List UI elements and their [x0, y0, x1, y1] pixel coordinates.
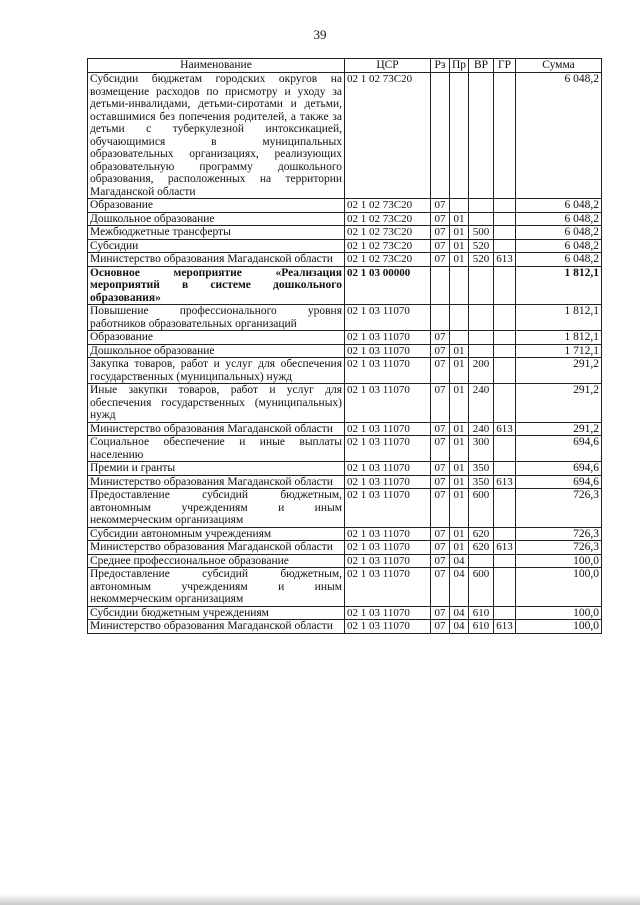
row-pr-cell: 01	[450, 541, 469, 555]
table-row	[88, 554, 602, 568]
row-name-cell: Субсидии автономным учреждениям	[88, 527, 345, 541]
row-rz-cell: 07	[431, 331, 450, 345]
row-name-cell: Образование	[88, 331, 345, 345]
row-gr-cell	[494, 384, 516, 423]
row-csr-cell: 02 1 03 11070	[345, 436, 431, 462]
row-vr-cell: 620	[469, 527, 494, 541]
table-row	[88, 527, 602, 541]
header-csr: ЦСР	[345, 59, 431, 73]
row-csr-cell: 02 1 03 11070	[345, 422, 431, 436]
row-sum-cell: 6 048,2	[516, 226, 602, 240]
row-pr-cell	[450, 266, 469, 305]
table-row	[88, 489, 602, 528]
row-vr-cell	[469, 73, 494, 199]
row-name-cell: Премии и гранты	[88, 462, 345, 476]
row-vr-cell: 610	[469, 606, 494, 620]
row-pr-cell: 01	[450, 527, 469, 541]
row-csr-cell: 02 1 03 11070	[345, 620, 431, 634]
row-sum-cell: 726,3	[516, 489, 602, 528]
row-name-cell: Социальное обеспечение и иные выплаты населению	[88, 436, 345, 462]
table-row	[88, 462, 602, 476]
row-sum-cell: 100,0	[516, 606, 602, 620]
row-rz-cell	[431, 305, 450, 331]
row-csr-cell: 02 1 03 11070	[345, 462, 431, 476]
table-row	[88, 73, 602, 199]
row-vr-cell	[469, 305, 494, 331]
row-rz-cell: 07	[431, 554, 450, 568]
header-name: Наименование	[88, 59, 345, 73]
table-row	[88, 384, 602, 423]
row-sum-cell: 6 048,2	[516, 199, 602, 213]
row-name-cell: Министерство образования Магаданской области	[88, 541, 345, 555]
row-sum-cell: 100,0	[516, 620, 602, 634]
row-csr-cell: 02 1 03 11070	[345, 541, 431, 555]
row-name-cell: Министерство образования Магаданской области	[88, 253, 345, 267]
table-row	[88, 226, 602, 240]
row-rz-cell: 07	[431, 527, 450, 541]
row-vr-cell: 520	[469, 253, 494, 267]
row-rz-cell: 07	[431, 422, 450, 436]
row-csr-cell: 02 1 03 11070	[345, 384, 431, 423]
row-name-cell: Дошкольное образование	[88, 212, 345, 226]
row-pr-cell: 01	[450, 344, 469, 358]
row-vr-cell	[469, 331, 494, 345]
table-row	[88, 568, 602, 607]
row-rz-cell: 07	[431, 620, 450, 634]
row-sum-cell: 291,2	[516, 358, 602, 384]
row-pr-cell: 01	[450, 253, 469, 267]
row-sum-cell: 726,3	[516, 527, 602, 541]
table-row	[88, 344, 602, 358]
row-rz-cell: 07	[431, 462, 450, 476]
row-rz-cell: 07	[431, 253, 450, 267]
row-pr-cell: 01	[450, 358, 469, 384]
table-row	[88, 253, 602, 267]
row-vr-cell	[469, 212, 494, 226]
table-row	[88, 620, 602, 634]
row-vr-cell	[469, 344, 494, 358]
row-sum-cell: 6 048,2	[516, 253, 602, 267]
row-pr-cell	[450, 199, 469, 213]
row-csr-cell: 02 1 03 11070	[345, 305, 431, 331]
row-gr-cell: 613	[494, 475, 516, 489]
row-csr-cell: 02 1 03 11070	[345, 331, 431, 345]
table-row	[88, 541, 602, 555]
row-rz-cell: 07	[431, 344, 450, 358]
row-csr-cell: 02 1 03 11070	[345, 527, 431, 541]
row-name-cell: Субсидии бюджетным учреждениям	[88, 606, 345, 620]
row-sum-cell: 100,0	[516, 568, 602, 607]
row-gr-cell	[494, 266, 516, 305]
row-csr-cell: 02 1 02 73С20	[345, 212, 431, 226]
row-vr-cell: 520	[469, 239, 494, 253]
row-rz-cell: 07	[431, 384, 450, 423]
row-vr-cell: 600	[469, 489, 494, 528]
row-vr-cell: 240	[469, 422, 494, 436]
row-name-cell: Предоставление субсидий бюджетным, автономным учреждениям и иным некоммерческим организациям	[88, 568, 345, 607]
row-name-cell: Министерство образования Магаданской области	[88, 422, 345, 436]
page-number: 39	[313, 27, 327, 42]
row-gr-cell: 613	[494, 422, 516, 436]
row-csr-cell: 02 1 03 11070	[345, 344, 431, 358]
row-vr-cell: 610	[469, 620, 494, 634]
row-gr-cell	[494, 305, 516, 331]
row-pr-cell	[450, 305, 469, 331]
table-row	[88, 199, 602, 213]
row-rz-cell: 07	[431, 475, 450, 489]
row-csr-cell: 02 1 02 73С20	[345, 253, 431, 267]
row-sum-cell: 1 712,1	[516, 344, 602, 358]
row-vr-cell: 500	[469, 226, 494, 240]
row-gr-cell	[494, 436, 516, 462]
table-row	[88, 606, 602, 620]
table-row	[88, 475, 602, 489]
row-rz-cell	[431, 73, 450, 199]
row-pr-cell: 01	[450, 384, 469, 423]
row-sum-cell: 1 812,1	[516, 331, 602, 345]
row-sum-cell: 6 048,2	[516, 239, 602, 253]
row-rz-cell: 07	[431, 568, 450, 607]
row-name-cell: Министерство образования Магаданской области	[88, 620, 345, 634]
row-sum-cell: 6 048,2	[516, 73, 602, 199]
row-rz-cell: 07	[431, 606, 450, 620]
row-pr-cell: 01	[450, 436, 469, 462]
row-vr-cell: 300	[469, 436, 494, 462]
row-sum-cell: 1 812,1	[516, 305, 602, 331]
row-rz-cell: 07	[431, 226, 450, 240]
row-vr-cell: 350	[469, 475, 494, 489]
row-gr-cell	[494, 73, 516, 199]
row-rz-cell	[431, 266, 450, 305]
header-sum: Сумма	[516, 59, 602, 73]
row-csr-cell: 02 1 03 11070	[345, 568, 431, 607]
row-csr-cell: 02 1 03 11070	[345, 358, 431, 384]
row-gr-cell	[494, 331, 516, 345]
row-name-cell: Межбюджетные трансферты	[88, 226, 345, 240]
row-gr-cell	[494, 462, 516, 476]
row-sum-cell: 6 048,2	[516, 212, 602, 226]
row-gr-cell: 613	[494, 253, 516, 267]
row-pr-cell: 04	[450, 620, 469, 634]
table-row	[88, 212, 602, 226]
row-gr-cell	[494, 554, 516, 568]
row-csr-cell: 02 1 02 73С20	[345, 73, 431, 199]
row-gr-cell	[494, 212, 516, 226]
header-pr: Пр	[450, 59, 469, 73]
row-csr-cell: 02 1 03 11070	[345, 489, 431, 528]
row-rz-cell: 07	[431, 212, 450, 226]
row-name-cell: Субсидии	[88, 239, 345, 253]
row-sum-cell: 694,6	[516, 436, 602, 462]
page-bottom-edge	[0, 894, 640, 905]
row-rz-cell: 07	[431, 541, 450, 555]
row-gr-cell	[494, 568, 516, 607]
table-row	[88, 358, 602, 384]
table-row	[88, 239, 602, 253]
table-row	[88, 422, 602, 436]
row-name-cell: Среднее профессиональное образование	[88, 554, 345, 568]
row-gr-cell	[494, 358, 516, 384]
header-rz: Рз	[431, 59, 450, 73]
row-csr-cell: 02 1 03 11070	[345, 606, 431, 620]
row-vr-cell	[469, 266, 494, 305]
row-csr-cell: 02 1 03 11070	[345, 554, 431, 568]
row-sum-cell: 291,2	[516, 384, 602, 423]
row-rz-cell: 07	[431, 199, 450, 213]
row-name-cell: Основное мероприятие «Реализация мероприятий в системе дошкольного образования»	[88, 266, 345, 305]
row-sum-cell: 291,2	[516, 422, 602, 436]
row-gr-cell	[494, 489, 516, 528]
row-pr-cell: 01	[450, 212, 469, 226]
row-pr-cell: 04	[450, 568, 469, 607]
row-rz-cell: 07	[431, 489, 450, 528]
row-rz-cell: 07	[431, 239, 450, 253]
row-pr-cell: 01	[450, 226, 469, 240]
row-gr-cell	[494, 199, 516, 213]
row-gr-cell	[494, 226, 516, 240]
row-rz-cell: 07	[431, 436, 450, 462]
row-pr-cell	[450, 73, 469, 199]
row-csr-cell: 02 1 03 11070	[345, 475, 431, 489]
row-gr-cell: 613	[494, 620, 516, 634]
row-name-cell: Дошкольное образование	[88, 344, 345, 358]
row-gr-cell: 613	[494, 541, 516, 555]
table-row	[88, 331, 602, 345]
row-name-cell: Предоставление субсидий бюджетным, автономным учреждениям и иным некоммерческим организациям	[88, 489, 345, 528]
row-name-cell: Министерство образования Магаданской области	[88, 475, 345, 489]
table-row	[88, 266, 602, 305]
row-csr-cell: 02 1 03 00000	[345, 266, 431, 305]
row-pr-cell: 04	[450, 554, 469, 568]
row-vr-cell: 620	[469, 541, 494, 555]
budget-table	[87, 58, 602, 634]
table-header-row	[88, 59, 602, 73]
row-gr-cell	[494, 606, 516, 620]
row-sum-cell: 694,6	[516, 475, 602, 489]
row-csr-cell: 02 1 02 73С20	[345, 226, 431, 240]
table-row	[88, 305, 602, 331]
header-gr: ГР	[494, 59, 516, 73]
row-rz-cell: 07	[431, 358, 450, 384]
row-vr-cell: 200	[469, 358, 494, 384]
row-name-cell: Образование	[88, 199, 345, 213]
row-sum-cell: 1 812,1	[516, 266, 602, 305]
row-pr-cell: 01	[450, 239, 469, 253]
row-pr-cell: 04	[450, 606, 469, 620]
row-gr-cell	[494, 239, 516, 253]
row-pr-cell: 01	[450, 489, 469, 528]
row-vr-cell: 600	[469, 568, 494, 607]
table-row	[88, 436, 602, 462]
row-vr-cell: 240	[469, 384, 494, 423]
row-name-cell: Закупка товаров, работ и услуг для обеспечения государственных (муниципальных) нужд	[88, 358, 345, 384]
row-sum-cell: 726,3	[516, 541, 602, 555]
header-vr: ВР	[469, 59, 494, 73]
row-vr-cell: 350	[469, 462, 494, 476]
row-pr-cell: 01	[450, 475, 469, 489]
row-vr-cell	[469, 199, 494, 213]
row-pr-cell: 01	[450, 422, 469, 436]
row-sum-cell: 694,6	[516, 462, 602, 476]
row-csr-cell: 02 1 02 73С20	[345, 199, 431, 213]
row-name-cell: Иные закупки товаров, работ и услуг для обеспечения государственных (муниципальных) нужд	[88, 384, 345, 423]
row-gr-cell	[494, 344, 516, 358]
row-pr-cell: 01	[450, 462, 469, 476]
row-csr-cell: 02 1 02 73С20	[345, 239, 431, 253]
row-vr-cell	[469, 554, 494, 568]
row-name-cell: Субсидии бюджетам городских округов на возмещение расходов по присмотру и уходу за детьми-инвалидами, детьми-сиротами и детьми, оставшимися без попечения родителей, а также за детьми с туберкулезной интоксикацией, обучающимися в муниципальных образовательных организациях, реализующих образовательную программу дошкольного образования, расположенных на территории Магаданской области	[88, 73, 345, 199]
row-pr-cell	[450, 331, 469, 345]
row-name-cell: Повышение профессионального уровня работников образовательных организаций	[88, 305, 345, 331]
row-gr-cell	[494, 527, 516, 541]
row-sum-cell: 100,0	[516, 554, 602, 568]
